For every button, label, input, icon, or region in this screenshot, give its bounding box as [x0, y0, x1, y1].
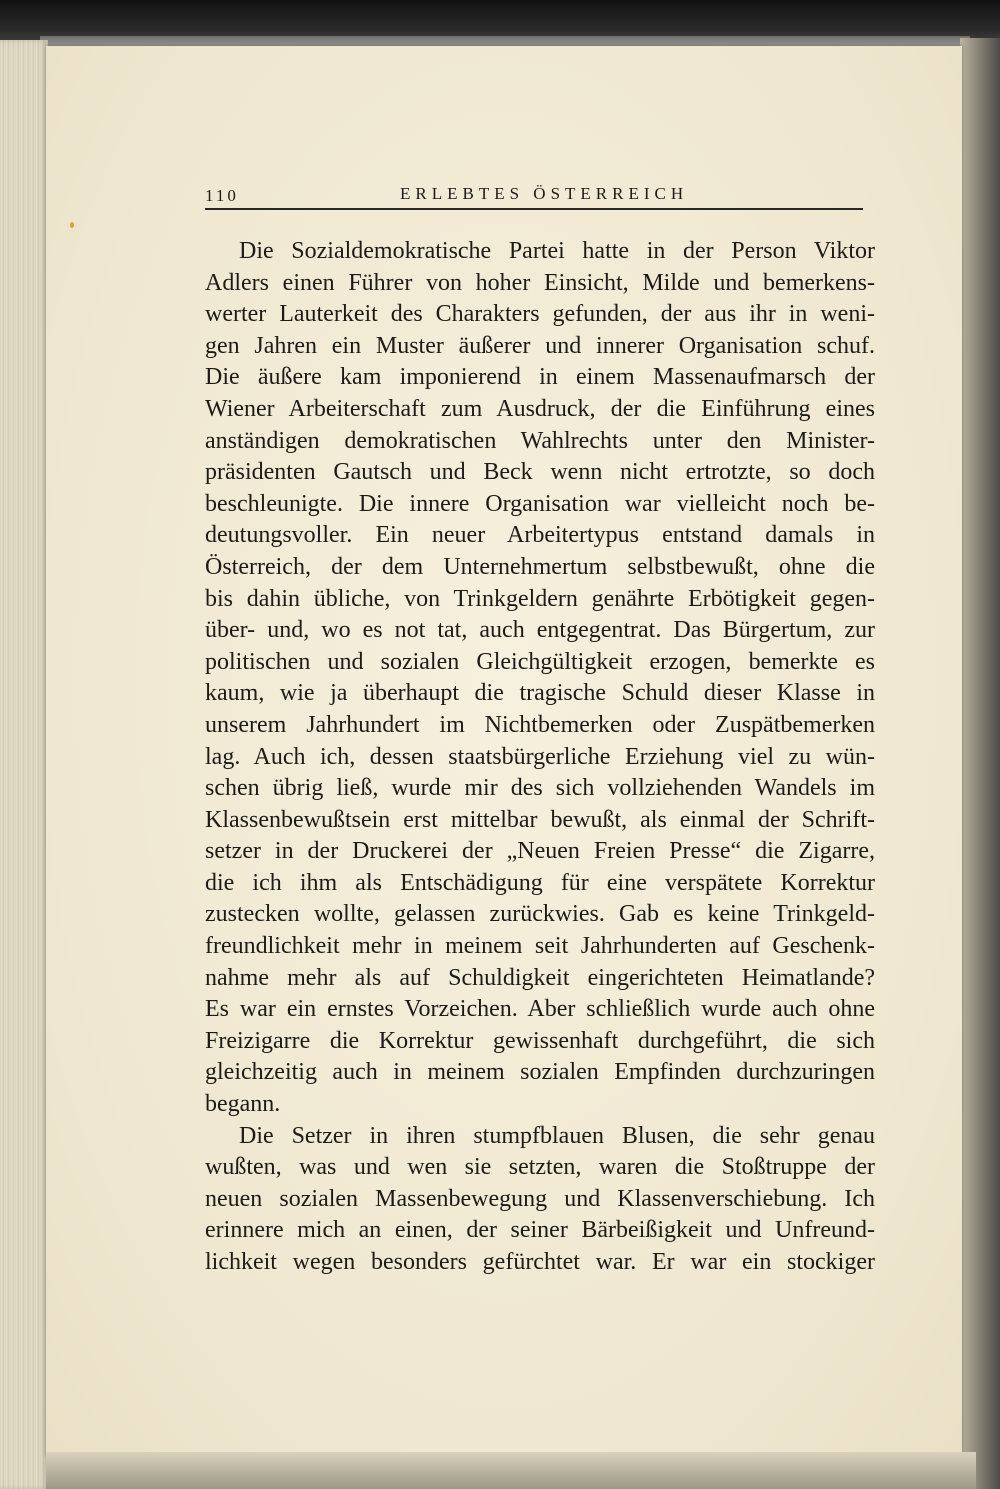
- text-line: politischen und sozialen Gleichgültigkeit erzogen, bemerkte es: [205, 648, 875, 675]
- text-line: schen übrig ließ, wurde mir des sich vollziehenden Wandels im: [205, 775, 875, 802]
- text-line: freundlichkeit mehr in meinem seit Jahrhunderten auf Geschenk-: [205, 933, 875, 960]
- paragraph-2: [205, 1121, 875, 1279]
- header-rule: [205, 208, 863, 210]
- text-line: Die Sozialdemokratische Partei hatte in der Person Viktor: [239, 238, 875, 264]
- text-line: Es war ein ernstes Vorzeichen. Aber schließlich wurde auch ohne: [205, 996, 875, 1023]
- text-line: werter Lauterkeit des Charakters gefunden, der aus ihr in weni-: [205, 301, 875, 328]
- text-line: Österreich, der dem Unternehmertum selbstbewußt, ohne die: [205, 553, 875, 580]
- text-line: Wiener Arbeiterschaft zum Ausdruck, der die Einführung eines: [205, 395, 875, 422]
- text-line: präsidenten Gautsch und Beck wenn nicht ertrotzte, so doch: [205, 459, 875, 486]
- paragraph-1: [205, 236, 875, 1121]
- text-line: gen Jahren ein Muster äußerer und innerer Organisation schuf.: [205, 332, 875, 359]
- text-line: beschleunigte. Die innere Organisation war vielleicht noch be-: [205, 490, 875, 517]
- text-line: gleichzeitig auch in meinem sozialen Empfinden durchzuringen: [205, 1059, 875, 1086]
- text-line: unserem Jahrhundert im Nichtbemerken oder Zuspätbemerken: [205, 711, 875, 738]
- text-line: lag. Auch ich, dessen staatsbürgerliche Erziehung viel zu wün-: [205, 743, 875, 770]
- book-cover-right-edge: [960, 38, 1000, 1489]
- body-text: [205, 236, 875, 1279]
- text-line: zustecken wollte, gelassen zurückwies. Gab es keine Trinkgeld-: [205, 901, 875, 928]
- running-header: [205, 178, 863, 212]
- text-line: lichkeit wegen besonders gefürchtet war. Er war ein stockiger: [205, 1249, 875, 1275]
- text-line: neuen sozialen Massenbewegung und Klassenverschiebung. Ich: [205, 1185, 875, 1212]
- text-line: Die äußere kam imponierend in einem Massenaufmarsch der: [205, 364, 875, 391]
- text-line: Adlers einen Führer von hoher Einsicht, Milde und bemerkens-: [205, 269, 875, 296]
- text-line: Freizigarre die Korrektur gewissenhaft durchgeführt, die sich: [205, 1027, 875, 1054]
- text-line: begann.: [205, 1091, 281, 1118]
- text-line: Klassenbewußtsein erst mittelbar bewußt, als einmal der Schrift-: [205, 806, 875, 833]
- text-line: bis dahin übliche, von Trinkgeldern genährte Erbötigkeit gegen-: [205, 585, 875, 612]
- paper-speck: [70, 222, 74, 228]
- text-line: erinnere mich an einen, der seiner Bärbeißigkeit und Unfreund-: [205, 1217, 875, 1244]
- page-number: 110: [205, 186, 239, 205]
- text-line: die ich ihm als Entschädigung für eine verspätete Korrektur: [205, 869, 875, 896]
- text-line: kaum, wie ja überhaupt die tragische Schuld dieser Klasse in: [205, 680, 875, 707]
- page-bottom-shadow: [46, 1452, 976, 1489]
- text-line: anständigen demokratischen Wahlrechts unter den Minister-: [205, 427, 875, 454]
- text-line: deutungsvoller. Ein neuer Arbeitertypus entstand damals in: [205, 522, 875, 549]
- running-title: ERLEBTES ÖSTERREICH: [400, 184, 689, 203]
- text-line: Die Setzer in ihren stumpfblauen Blusen, die sehr genau: [239, 1122, 875, 1149]
- text-line: setzer in der Druckerei der „Neuen Freien Presse“ die Zigarre,: [205, 838, 875, 865]
- page-stack-edges: [0, 40, 48, 1489]
- text-line: über- und, wo es not tat, auch entgegentrat. Das Bürgertum, zur: [205, 617, 875, 644]
- text-line: wußten, was und wen sie setzten, waren die Stoßtruppe der: [205, 1154, 875, 1181]
- text-line: nahme mehr als auf Schuldigkeit eingerichteten Heimatlande?: [205, 964, 875, 991]
